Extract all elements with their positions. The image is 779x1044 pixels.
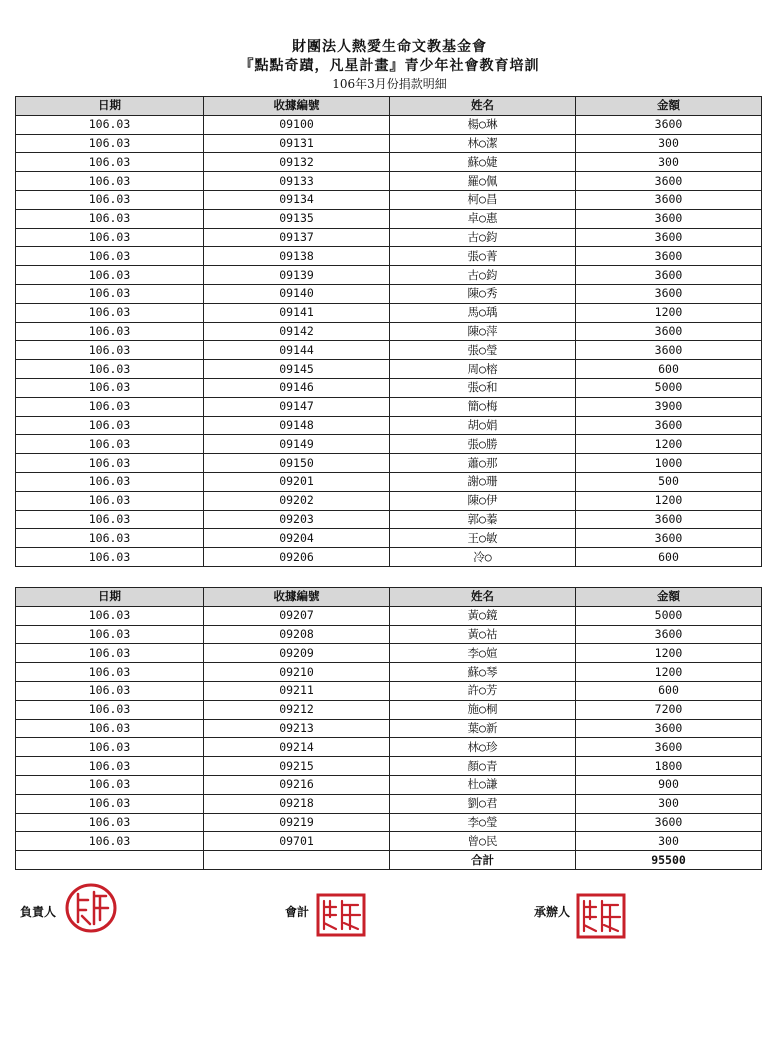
amount-cell: 3900	[576, 397, 762, 416]
amount-cell: 3600	[576, 416, 762, 435]
table-row	[16, 663, 762, 682]
amount-cell: 3600	[576, 322, 762, 341]
donor-name-cell: 劉○君	[390, 794, 576, 813]
receipt-cell: 09213	[204, 719, 390, 738]
amount-cell: 1200	[576, 303, 762, 322]
amount-cell: 3600	[576, 510, 762, 529]
table-row	[16, 794, 762, 813]
donor-name-cell: 柯○昌	[390, 190, 576, 209]
receipt-cell: 09203	[204, 510, 390, 529]
amount-cell: 1200	[576, 663, 762, 682]
date-cell: 106.03	[16, 700, 204, 719]
table-row	[16, 719, 762, 738]
receipt-cell: 09100	[204, 115, 390, 134]
date-cell: 106.03	[16, 247, 204, 266]
amount-cell: 300	[576, 832, 762, 851]
amount-cell: 3600	[576, 341, 762, 360]
amount-cell: 5000	[576, 378, 762, 397]
table-row	[16, 172, 762, 191]
donor-name-cell: 林○珍	[390, 738, 576, 757]
date-cell: 106.03	[16, 266, 204, 285]
amount-cell: 1200	[576, 491, 762, 510]
table-row	[16, 190, 762, 209]
report-subtitle: 106年3月份捐款明細	[332, 77, 447, 91]
receipt-cell: 09132	[204, 153, 390, 172]
date-cell: 106.03	[16, 625, 204, 644]
amount-cell: 5000	[576, 606, 762, 625]
document-header	[0, 38, 779, 92]
receipt-cell: 09148	[204, 416, 390, 435]
date-cell: 106.03	[16, 548, 204, 567]
donor-name-cell: 林○潔	[390, 134, 576, 153]
table-row	[16, 491, 762, 510]
receipt-cell: 09218	[204, 794, 390, 813]
receipt-cell: 09212	[204, 700, 390, 719]
receipt-cell: 09135	[204, 209, 390, 228]
amount-cell: 3600	[576, 813, 762, 832]
donor-name-cell: 卓○惠	[390, 209, 576, 228]
amount-cell: 3600	[576, 719, 762, 738]
handler-label: 承辦人	[534, 905, 571, 919]
amount-cell: 1000	[576, 454, 762, 473]
total-value: 95500	[576, 851, 762, 870]
donor-name-cell: 曾○民	[390, 832, 576, 851]
table-row	[16, 134, 762, 153]
amount-cell: 1200	[576, 644, 762, 663]
donor-name-cell: 黃○祜	[390, 625, 576, 644]
receipt-cell: 09142	[204, 322, 390, 341]
donor-name-cell: 羅○佩	[390, 172, 576, 191]
handler-seal-icon	[576, 893, 626, 939]
donor-name-cell: 郭○蓁	[390, 510, 576, 529]
receipt-cell: 09147	[204, 397, 390, 416]
receipt-cell: 09219	[204, 813, 390, 832]
date-cell: 106.03	[16, 228, 204, 247]
table-row	[16, 738, 762, 757]
amount-cell: 600	[576, 360, 762, 379]
table-row	[16, 510, 762, 529]
receipt-cell: 09141	[204, 303, 390, 322]
donor-name-cell: 冷○	[390, 548, 576, 567]
table-row	[16, 757, 762, 776]
table-row	[16, 303, 762, 322]
donor-name-cell: 陳○秀	[390, 284, 576, 303]
donor-name-cell: 陳○萍	[390, 322, 576, 341]
table-row	[16, 247, 762, 266]
table-row	[16, 416, 762, 435]
donor-name-cell: 陳○伊	[390, 491, 576, 510]
donor-name-cell: 古○鈞	[390, 228, 576, 247]
receipt-cell: 09206	[204, 548, 390, 567]
col-date-header: 日期	[16, 97, 204, 116]
receipt-cell: 09139	[204, 266, 390, 285]
table-row	[16, 700, 762, 719]
date-cell: 106.03	[16, 529, 204, 548]
col-receipt-header: 收據編號	[204, 97, 390, 116]
total-empty-cell	[204, 851, 390, 870]
amount-cell: 3600	[576, 190, 762, 209]
receipt-cell: 09131	[204, 134, 390, 153]
amount-cell: 300	[576, 794, 762, 813]
date-cell: 106.03	[16, 341, 204, 360]
donor-name-cell: 蘇○婕	[390, 153, 576, 172]
table-row	[16, 378, 762, 397]
receipt-cell: 09134	[204, 190, 390, 209]
table-row	[16, 644, 762, 663]
donor-name-cell: 黃○鏡	[390, 606, 576, 625]
donor-name-cell: 張○瑩	[390, 341, 576, 360]
date-cell: 106.03	[16, 303, 204, 322]
date-cell: 106.03	[16, 491, 204, 510]
table-row	[16, 813, 762, 832]
receipt-cell: 09149	[204, 435, 390, 454]
date-cell: 106.03	[16, 134, 204, 153]
donor-name-cell: 葉○新	[390, 719, 576, 738]
receipt-cell: 09133	[204, 172, 390, 191]
amount-cell: 500	[576, 472, 762, 491]
donor-name-cell: 李○瑩	[390, 813, 576, 832]
donor-name-cell: 張○和	[390, 378, 576, 397]
date-cell: 106.03	[16, 681, 204, 700]
table-row	[16, 115, 762, 134]
date-cell: 106.03	[16, 644, 204, 663]
col-name-header: 姓名	[390, 97, 576, 116]
table-row	[16, 681, 762, 700]
amount-cell: 7200	[576, 700, 762, 719]
receipt-cell: 09209	[204, 644, 390, 663]
amount-cell: 600	[576, 681, 762, 700]
donor-name-cell: 施○桐	[390, 700, 576, 719]
table-row	[16, 284, 762, 303]
table-row	[16, 266, 762, 285]
amount-cell: 3600	[576, 247, 762, 266]
table-row	[16, 153, 762, 172]
accountant-seal-icon	[316, 893, 366, 937]
receipt-cell: 09146	[204, 378, 390, 397]
org-title: 財團法人熱愛生命文教基金會	[292, 39, 487, 55]
responsible-label: 負責人	[20, 905, 57, 919]
donor-name-cell: 蘇○琴	[390, 663, 576, 682]
date-cell: 106.03	[16, 719, 204, 738]
table-header-row	[16, 588, 762, 607]
date-cell: 106.03	[16, 153, 204, 172]
table-row	[16, 775, 762, 794]
amount-cell: 3600	[576, 625, 762, 644]
receipt-cell: 09211	[204, 681, 390, 700]
date-cell: 106.03	[16, 794, 204, 813]
amount-cell: 3600	[576, 172, 762, 191]
amount-cell: 3600	[576, 266, 762, 285]
donor-name-cell: 簡○梅	[390, 397, 576, 416]
donor-name-cell: 張○菁	[390, 247, 576, 266]
receipt-cell: 09201	[204, 472, 390, 491]
donor-name-cell: 蕭○那	[390, 454, 576, 473]
donor-name-cell: 胡○娟	[390, 416, 576, 435]
amount-cell: 3600	[576, 209, 762, 228]
table-row	[16, 341, 762, 360]
table-row	[16, 472, 762, 491]
receipt-cell: 09145	[204, 360, 390, 379]
table-header-row	[16, 97, 762, 116]
total-label: 合計	[390, 851, 576, 870]
table-row	[16, 397, 762, 416]
date-cell: 106.03	[16, 775, 204, 794]
donor-name-cell: 杜○謙	[390, 775, 576, 794]
amount-cell: 900	[576, 775, 762, 794]
amount-cell: 3600	[576, 529, 762, 548]
donor-name-cell: 馬○瑀	[390, 303, 576, 322]
table-row	[16, 625, 762, 644]
table-row	[16, 454, 762, 473]
table-row	[16, 360, 762, 379]
date-cell: 106.03	[16, 378, 204, 397]
col-date-header: 日期	[16, 588, 204, 607]
amount-cell: 600	[576, 548, 762, 567]
table-row	[16, 435, 762, 454]
receipt-cell: 09204	[204, 529, 390, 548]
amount-cell: 1800	[576, 757, 762, 776]
amount-cell: 3600	[576, 115, 762, 134]
date-cell: 106.03	[16, 813, 204, 832]
receipt-cell: 09138	[204, 247, 390, 266]
date-cell: 106.03	[16, 757, 204, 776]
amount-cell: 300	[576, 153, 762, 172]
donation-table-2	[15, 587, 762, 870]
amount-cell: 3600	[576, 284, 762, 303]
receipt-cell: 09210	[204, 663, 390, 682]
date-cell: 106.03	[16, 209, 204, 228]
col-amount-header: 金額	[576, 588, 762, 607]
receipt-cell: 09144	[204, 341, 390, 360]
donation-table-1	[15, 96, 762, 567]
donor-name-cell: 王○敏	[390, 529, 576, 548]
col-receipt-header: 收據編號	[204, 588, 390, 607]
receipt-cell: 09701	[204, 832, 390, 851]
receipt-cell: 09137	[204, 228, 390, 247]
donor-name-cell: 周○榕	[390, 360, 576, 379]
date-cell: 106.03	[16, 190, 204, 209]
date-cell: 106.03	[16, 832, 204, 851]
amount-cell: 1200	[576, 435, 762, 454]
receipt-cell: 09216	[204, 775, 390, 794]
table-row	[16, 606, 762, 625]
receipt-cell: 09202	[204, 491, 390, 510]
date-cell: 106.03	[16, 435, 204, 454]
date-cell: 106.03	[16, 397, 204, 416]
date-cell: 106.03	[16, 663, 204, 682]
date-cell: 106.03	[16, 360, 204, 379]
col-name-header: 姓名	[390, 588, 576, 607]
donor-name-cell: 楊○琳	[390, 115, 576, 134]
total-empty-cell	[16, 851, 204, 870]
receipt-cell: 09150	[204, 454, 390, 473]
donor-name-cell: 李○媗	[390, 644, 576, 663]
col-amount-header: 金額	[576, 97, 762, 116]
amount-cell: 3600	[576, 738, 762, 757]
donor-name-cell: 謝○珊	[390, 472, 576, 491]
receipt-cell: 09207	[204, 606, 390, 625]
amount-cell: 300	[576, 134, 762, 153]
date-cell: 106.03	[16, 416, 204, 435]
responsible-seal-icon	[64, 882, 118, 934]
date-cell: 106.03	[16, 510, 204, 529]
date-cell: 106.03	[16, 472, 204, 491]
date-cell: 106.03	[16, 115, 204, 134]
receipt-cell: 09140	[204, 284, 390, 303]
date-cell: 106.03	[16, 454, 204, 473]
table-row	[16, 529, 762, 548]
donor-name-cell: 古○鈞	[390, 266, 576, 285]
table-row	[16, 322, 762, 341]
total-row	[16, 851, 762, 870]
table-row	[16, 832, 762, 851]
receipt-cell: 09208	[204, 625, 390, 644]
project-title: 『點點奇蹟，凡星計畫』青少年社會教育培訓	[239, 58, 540, 74]
donor-name-cell: 許○芳	[390, 681, 576, 700]
date-cell: 106.03	[16, 606, 204, 625]
donor-name-cell: 張○勝	[390, 435, 576, 454]
donor-name-cell: 顏○青	[390, 757, 576, 776]
date-cell: 106.03	[16, 322, 204, 341]
date-cell: 106.03	[16, 738, 204, 757]
date-cell: 106.03	[16, 284, 204, 303]
receipt-cell: 09214	[204, 738, 390, 757]
date-cell: 106.03	[16, 172, 204, 191]
table-row	[16, 228, 762, 247]
table-row	[16, 209, 762, 228]
amount-cell: 3600	[576, 228, 762, 247]
receipt-cell: 09215	[204, 757, 390, 776]
table-row	[16, 548, 762, 567]
accountant-label: 會計	[285, 905, 310, 919]
